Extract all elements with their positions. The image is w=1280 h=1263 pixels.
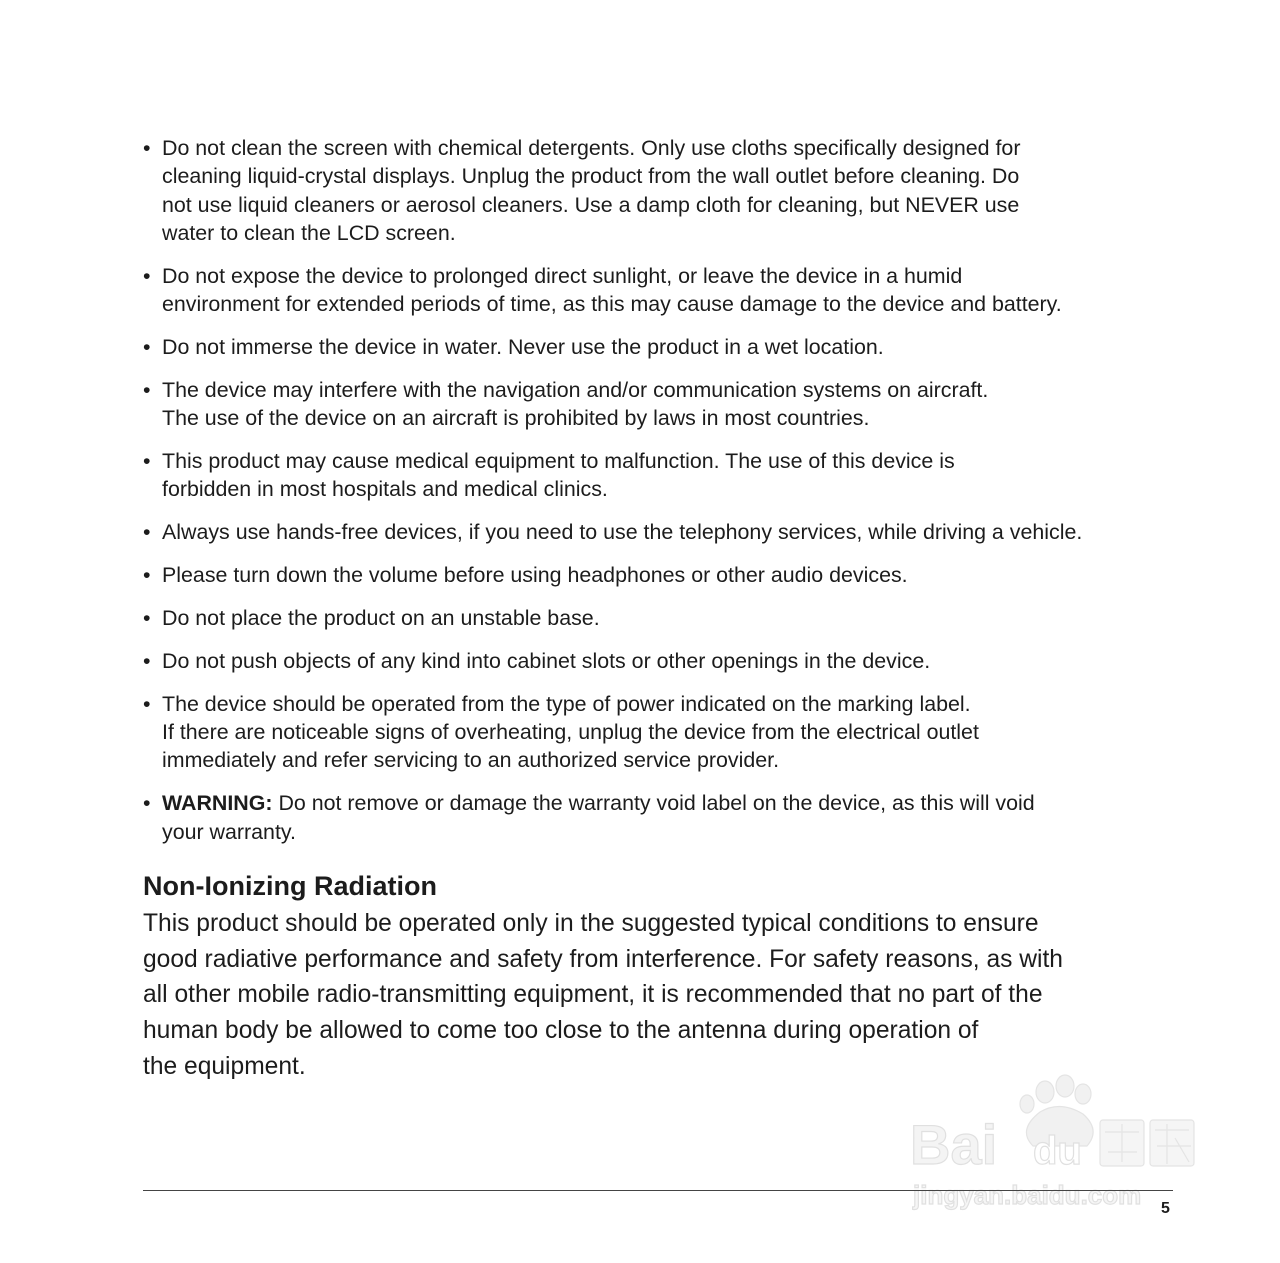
paragraph-line: all other mobile radio-transmitting equipment, it is recommended that no part of the [143, 981, 1043, 1009]
bullet-dot: • [143, 520, 151, 545]
bullet-text-line: your warranty. [162, 819, 296, 844]
bullet-dot: • [143, 563, 151, 588]
bullet-item-water [143, 333, 1183, 361]
bullet-text-line: cleaning liquid-crystal displays. Unplug the product from the wall outlet before cleaning. Do [162, 164, 1020, 189]
bullet-dot: • [143, 691, 151, 716]
bullet-item-openings [143, 647, 1183, 675]
section-paragraph [143, 906, 1063, 1085]
bullet-item-sunlight [143, 262, 1183, 319]
bullet-text-line: The device may interfere with the navigation and/or communication systems on aircraft. [162, 377, 989, 402]
bullet-text-line: water to clean the LCD screen. [162, 220, 456, 245]
bullet-item-medical [143, 447, 1183, 504]
footer-divider [143, 1190, 1173, 1191]
svg-text:du: du [1033, 1129, 1082, 1173]
bullet-dot: • [143, 648, 151, 673]
bullet-text-line: immediately and refer servicing to an authorized service provider. [162, 748, 780, 773]
paragraph-line: the equipment. [143, 1052, 306, 1080]
bullet-text-line: Do not immerse the device in water. Never use the product in a wet location. [162, 334, 884, 359]
warning-line [162, 789, 1183, 817]
bullet-text-line: not use liquid cleaners or aerosol cleaners. Use a damp cloth for cleaning, but NEVER use [162, 192, 1020, 217]
bullet-dot: • [143, 263, 151, 288]
bullet-text-line: If there are noticeable signs of overheating, unplug the device from the electrical outlet [162, 720, 979, 745]
bullet-dot: • [143, 136, 151, 160]
bullet-text-line: environment for extended periods of time, as this may cause damage to the device and battery. [162, 292, 1062, 317]
bullet-dot: • [143, 449, 151, 474]
bullet-item-hands-free [143, 518, 1183, 546]
svg-text:jingyan.baidu.com: jingyan.baidu.com [913, 1180, 1142, 1210]
bullet-dot: • [143, 791, 151, 816]
baidu-watermark-logo [905, 1072, 1205, 1217]
page-number: 5 [1161, 1200, 1170, 1217]
warning-label: WARNING: [162, 791, 273, 816]
bullet-dot: • [143, 606, 151, 631]
bullet-item-cleaning [143, 134, 1183, 247]
paragraph-line: human body be allowed to come too close to the antenna during operation of [143, 1017, 979, 1045]
bullet-text-line: Please turn down the volume before using headphones or other audio devices. [162, 563, 908, 588]
bullet-item-volume [143, 561, 1183, 589]
bullet-text-line: The device should be operated from the type of power indicated on the marking label. [162, 691, 971, 716]
bullet-text-line: Always use hands-free devices, if you need to use the telephony services, while driving a vehicle. [162, 520, 1083, 545]
bullet-text-line: Do not remove or damage the warranty void label on the device, as this will void [278, 791, 1035, 816]
section-heading: Non-Ionizing Radiation [143, 871, 437, 901]
bullet-text-line: The use of the device on an aircraft is prohibited by laws in most countries. [162, 406, 870, 431]
svg-text:Bai: Bai [910, 1113, 998, 1176]
bullet-text-line: Do not expose the device to prolonged direct sunlight, or leave the device in a humid [162, 263, 963, 288]
bullet-dot: • [143, 377, 151, 402]
bullet-item-unstable-base [143, 604, 1183, 632]
safety-bullet-list [143, 134, 1183, 860]
bullet-item-warning [143, 789, 1183, 846]
bullet-item-power [143, 690, 1183, 775]
bullet-text-line: Do not clean the screen with chemical detergents. Only use cloths specifically designed for [162, 136, 1021, 160]
paragraph-line: good radiative performance and safety from interference. For safety reasons, as with [143, 945, 1063, 973]
paragraph-line: This product should be operated only in the suggested typical conditions to ensure [143, 910, 1039, 937]
bullet-dot: • [143, 334, 151, 359]
bullet-text-line: forbidden in most hospitals and medical clinics. [162, 477, 608, 502]
bullet-text-line: This product may cause medical equipment to malfunction. The use of this device is [162, 449, 955, 474]
bullet-text-line: Do not push objects of any kind into cabinet slots or other openings in the device. [162, 648, 931, 673]
bullet-text-line: Do not place the product on an unstable base. [162, 606, 600, 631]
bullet-item-aircraft [143, 376, 1183, 433]
